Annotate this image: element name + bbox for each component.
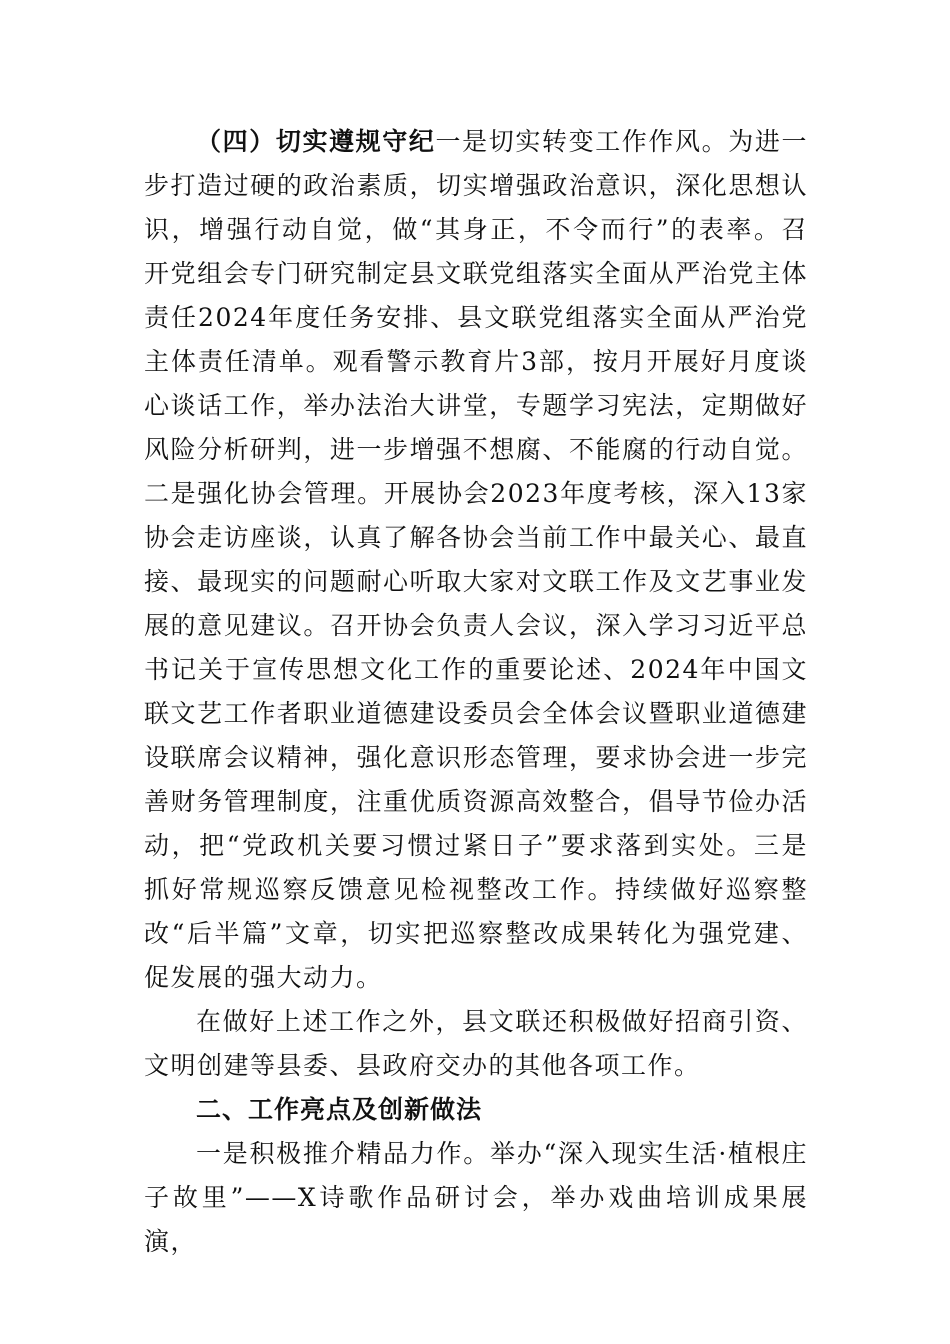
document-body <box>144 120 808 1264</box>
section-four-paragraph <box>144 120 808 1000</box>
section-four-heading: （四）切实遵规守纪 <box>196 127 436 156</box>
other-work-paragraph: 在做好上述工作之外，县文联还积极做好招商引资、文明创建等县委、县政府交办的其他各项工作。 <box>144 1007 808 1080</box>
highlight-paragraph: 一是积极推介精品力作。举办“深入现实生活·植根庄子故里”——X诗歌作品研讨会，举办戏曲培训成果展演， <box>144 1139 808 1256</box>
section-two-heading: 二、工作亮点及创新做法 <box>196 1095 483 1124</box>
section-four-body: 一是切实转变工作作风。为进一步打造过硬的政治素质，切实增强政治意识，深化思想认识，增强行动自觉，做“其身正，不令而行”的表率。召开党组会专门研究制定县文联党组落实全面从严治党主体责任2024年度任务安排、县文联党组落实全面从严治党主体责任清单。观看警示教育片3部，按月开展好月度谈心谈话工作，举办法治大讲堂，专题学习宪法，定期做好风险分析研判，进一步增强不想腐、不能腐的行动自觉。二是强化协会管理。开展协会2023年度考核，深入13家协会走访座谈，认真了解各协会当前工作中最关心、最直接、最现实的问题耐心听取大家对文联工作及文艺事业发展的意见建议。召开协会负责人会议，深入学习习近平总书记关于宣传思想文化工作的重要论述、2024年中国文联文艺工作者职业道德建设委员会全体会议暨职业道德建设联席会议精神，强化意识形态管理，要求协会进一步完善财务管理制度，注重优质资源高效整合，倡导节俭办活动，把“党政机关要习惯过紧日子”要求落到实处。三是抓好常规巡察反馈意见检视整改工作。持续做好巡察整改“后半篇”文章，切实把巡察整改成果转化为强党建、促发展的强大动力。 <box>144 127 808 992</box>
